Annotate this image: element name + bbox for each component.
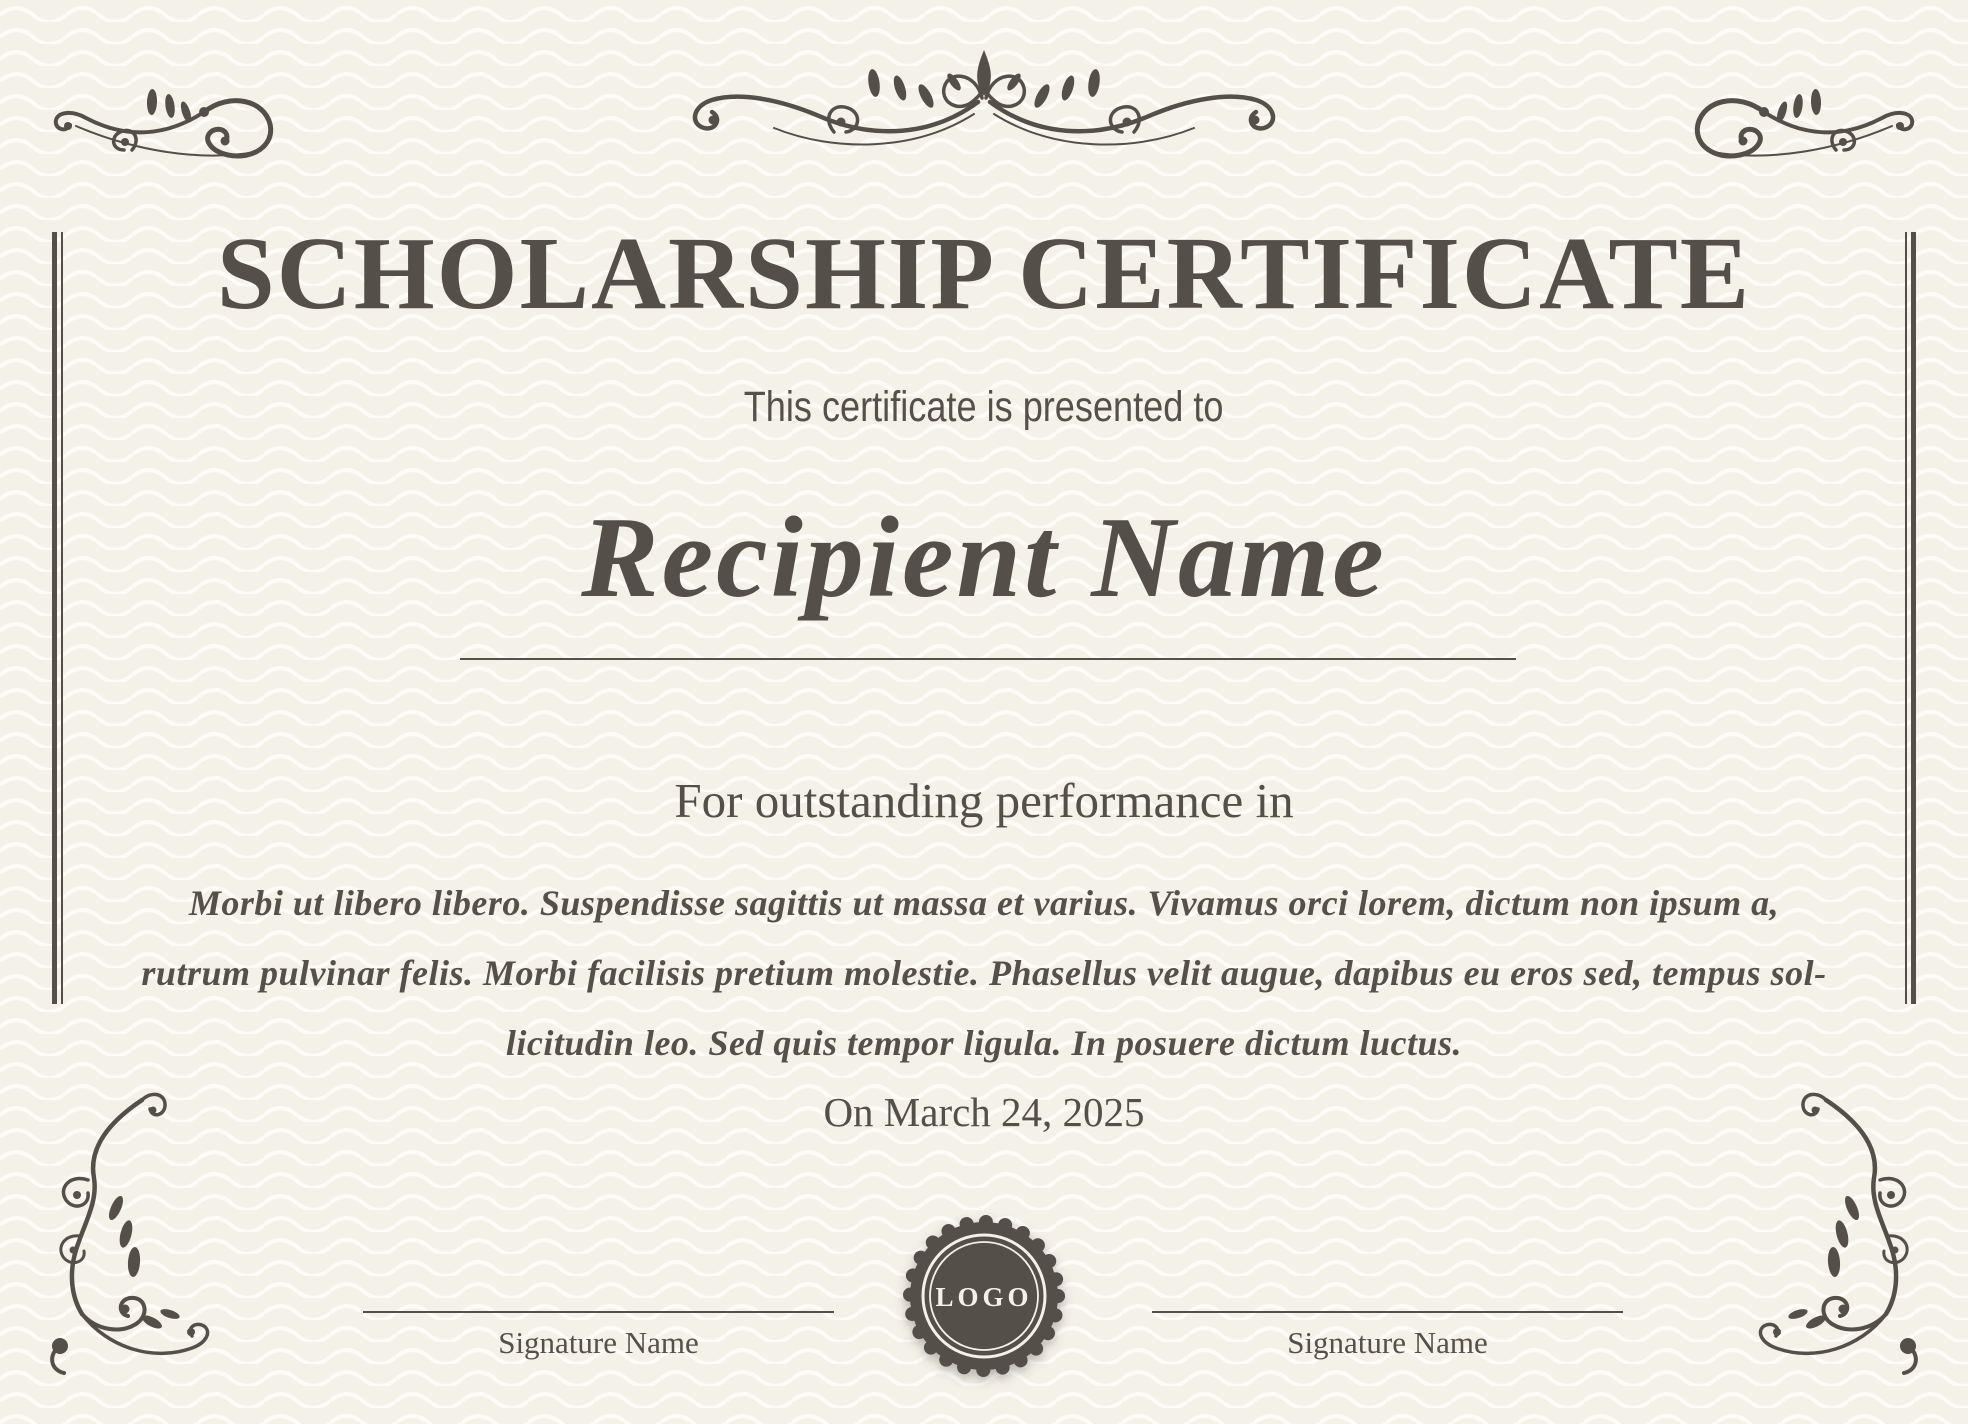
seal-label: LOGO: [935, 1282, 1033, 1312]
ornament-top-right-icon: [1686, 86, 1926, 166]
signature-line-right: [1152, 1311, 1623, 1313]
body-text: [0, 868, 1968, 1078]
signature-line-left: [363, 1311, 834, 1313]
body-text-line-2: rutrum pulvinar felis. Morbi facilisis pretium molestie. Phasellus velit augue, dapibus eu eros sed, tempus sol-: [141, 953, 1827, 993]
presented-to-label: This certificate is presented to: [744, 383, 1224, 431]
date-text: On March 24, 2025: [823, 1089, 1145, 1135]
ornament-top-left-icon: [42, 86, 282, 166]
body-text-line-3: licitudin leo. Sed quis tempor ligula. In posuere dictum luctus.: [505, 1023, 1463, 1063]
certificate-title: SCHOLARSHIP CERTIFICATE: [216, 216, 1752, 331]
signature-block-right: [1152, 1311, 1623, 1361]
logo-seal: [889, 1200, 1079, 1400]
presented-to-text: [0, 383, 1968, 431]
signature-name-left: Signature Name: [498, 1325, 699, 1360]
award-line: For outstanding performance in: [674, 773, 1294, 828]
signature-name-right: Signature Name: [1287, 1325, 1488, 1360]
signature-block-left: [363, 1311, 834, 1361]
ornament-top-center-icon: [654, 40, 1314, 172]
recipient-underline: [460, 658, 1516, 660]
recipient-name: Recipient Name: [581, 494, 1387, 622]
body-text-line-1: Morbi ut libero libero. Suspendisse sagittis ut massa et varius. Vivamus orci lorem, dictum non ipsum a,: [188, 883, 1780, 923]
